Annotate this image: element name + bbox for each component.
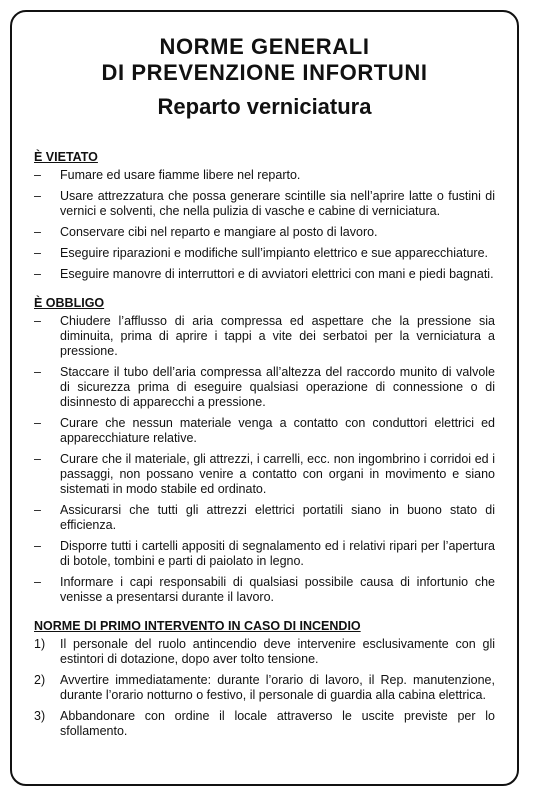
dash-marker: – <box>34 246 41 260</box>
item-text: Curare che il materiale, gli attrezzi, i carrelli, ecc. non ingombrino i corridoi ed i passaggi, non possano venire a contatto con organi in movimento e siano sistemati in modo stabile ed ordinato. <box>60 452 495 496</box>
dash-marker: – <box>34 267 41 281</box>
list-item <box>34 637 495 667</box>
number-marker: 2) <box>34 673 46 687</box>
dash-marker: – <box>34 225 41 239</box>
item-text: Eseguire manovre di interruttori e di avviatori elettrici con mani e piedi bagnati. <box>60 267 494 281</box>
vietato-list <box>34 168 495 282</box>
list-item <box>34 673 495 703</box>
list-item <box>34 365 495 410</box>
item-text: Conservare cibi nel reparto e mangiare al posto di lavoro. <box>60 225 378 239</box>
sign-content <box>34 150 495 745</box>
dash-marker: – <box>34 503 41 517</box>
item-text: Eseguire riparazioni e modifiche sull’impianto elettrico e sue apparecchiature. <box>60 246 489 260</box>
dash-marker: – <box>34 189 41 203</box>
dash-marker: – <box>34 365 41 379</box>
number-marker: 1) <box>34 637 46 651</box>
sign-header <box>12 12 517 120</box>
list-item <box>34 539 495 569</box>
list-item <box>34 452 495 497</box>
item-text: Fumare ed usare fiamme libere nel reparto. <box>60 168 301 182</box>
item-text: Chiudere l’afflusso di aria compressa ed aspettare che la pressione sia diminuita, prima di aprire i tappi a vite dei serbatoi per la verniciatura a pressione. <box>60 314 495 358</box>
list-item <box>34 267 495 282</box>
title-line-1: NORME GENERALI <box>159 34 370 59</box>
list-item <box>34 189 495 219</box>
item-text: Usare attrezzatura che possa generare scintille sia nell’aprire latte o fustini di vernici e solventi, che nella pulizia di vasche e cabine di verniciatura. <box>60 189 495 218</box>
dash-marker: – <box>34 452 41 466</box>
list-item <box>34 168 495 183</box>
item-text: Assicurarsi che tutti gli attrezzi elettrici portatili siano in buono stato di efficienza. <box>60 503 495 532</box>
item-text: Disporre tutti i cartelli appositi di segnalamento ed i relativi ripari per l’apertura di botole, tombini e parti di paiolato in legno. <box>60 539 495 568</box>
item-text: Informare i capi responsabili di qualsiasi possibile causa di infortunio che venisse a presentarsi durante il lavoro. <box>60 575 495 604</box>
item-text: Curare che nessun materiale venga a contatto con conduttori elettrici ed apparecchiature relative. <box>60 416 495 445</box>
item-text: Il personale del ruolo antincendio deve intervenire esclusivamente con gli estintori di dotazione, dopo aver tolto tensione. <box>60 637 495 666</box>
incendio-list <box>34 637 495 739</box>
dash-marker: – <box>34 416 41 430</box>
obbligo-title: È OBBLIGO <box>34 296 105 310</box>
list-item <box>34 416 495 446</box>
item-text: Abbandonare con ordine il locale attraverso le uscite previste per lo sfollamento. <box>60 709 495 738</box>
list-item <box>34 503 495 533</box>
title-line-2: DI PREVENZIONE INFORTUNI <box>101 60 428 85</box>
vietato-title: È VIETATO <box>34 150 98 164</box>
number-marker: 3) <box>34 709 46 723</box>
item-text: Avvertire immediatamente: durante l’orario di lavoro, il Rep. manutenzione, durante l’orario notturno o festivo, il personale di guardia alla cabina elettrica. <box>60 673 495 702</box>
dash-marker: – <box>34 314 41 328</box>
dash-marker: – <box>34 575 41 589</box>
sign-title <box>12 34 517 86</box>
safety-sign <box>10 10 519 786</box>
list-item <box>34 709 495 739</box>
dash-marker: – <box>34 168 41 182</box>
dash-marker: – <box>34 539 41 553</box>
incendio-title: NORME DI PRIMO INTERVENTO IN CASO DI INCENDIO <box>34 619 361 633</box>
list-item <box>34 575 495 605</box>
sign-subtitle: Reparto verniciatura <box>157 94 372 119</box>
obbligo-list <box>34 314 495 605</box>
list-item <box>34 314 495 359</box>
list-item <box>34 246 495 261</box>
item-text: Staccare il tubo dell’aria compressa all’altezza del raccordo munito di valvole di sicurezza prima di eseguire qualsiasi operazione di connessione o di disinnesto di apparecchi a pressione. <box>60 365 495 409</box>
list-item <box>34 225 495 240</box>
